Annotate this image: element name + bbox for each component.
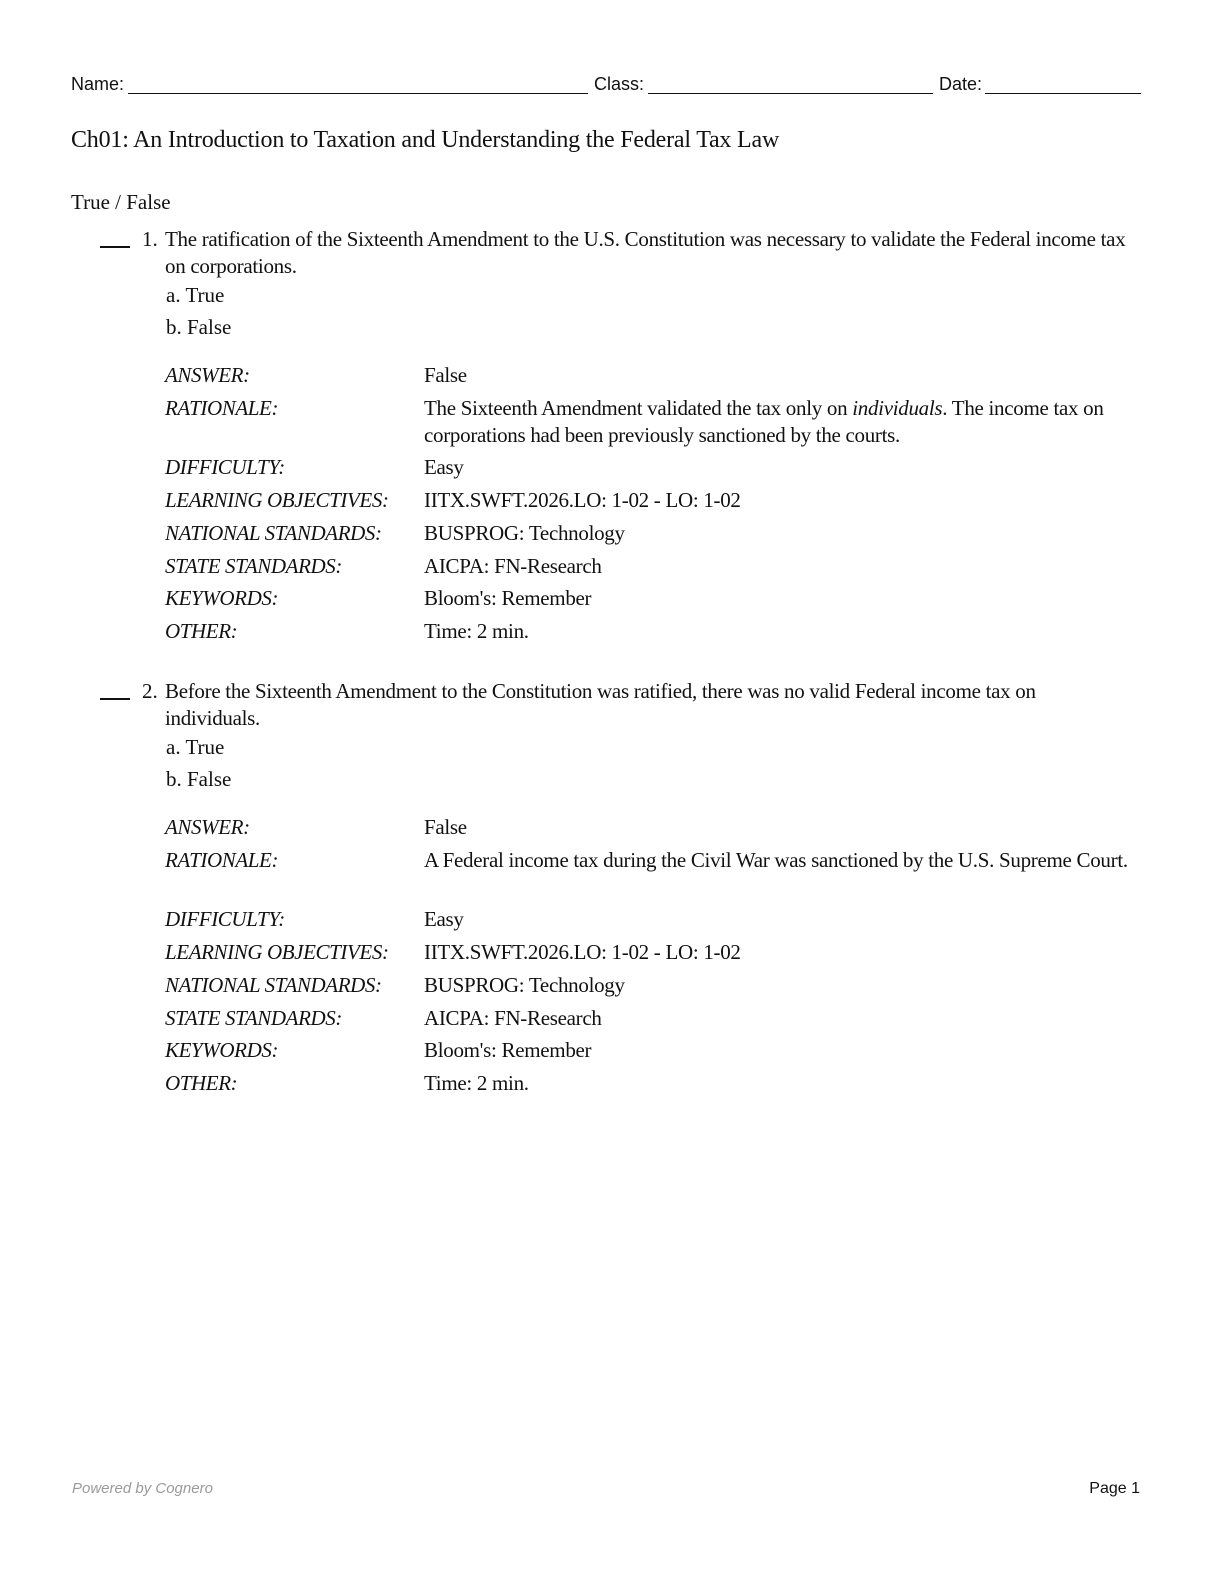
- answer-label: ANSWER:: [165, 815, 250, 839]
- national-standards-value: BUSPROG: Technology: [424, 521, 625, 545]
- national-standards-label: NATIONAL STANDARDS:: [165, 521, 382, 545]
- chapter-title: Ch01: An Introduction to Taxation and Understanding the Federal Tax Law: [71, 127, 780, 153]
- choice-true[interactable]: a. True: [166, 735, 225, 759]
- national-standards-value: BUSPROG: Technology: [424, 973, 625, 997]
- state-standards-label: STATE STANDARDS:: [165, 554, 342, 578]
- choice-false[interactable]: b. False: [166, 767, 232, 791]
- other-value: Time: 2 min.: [424, 619, 529, 643]
- rationale-value: A Federal income tax during the Civil War was sanctioned by the U.S. Supreme Court.: [424, 848, 1128, 872]
- rationale-value: [424, 395, 1139, 449]
- name-field-line[interactable]: [128, 93, 588, 94]
- answer-label: ANSWER:: [165, 363, 250, 387]
- answer-blank[interactable]: [100, 698, 130, 700]
- date-label: Date:: [939, 74, 983, 94]
- name-label: Name:: [71, 74, 125, 94]
- rationale-label: RATIONALE:: [165, 848, 279, 872]
- national-standards-label: NATIONAL STANDARDS:: [165, 973, 382, 997]
- page-number: Page 1: [1089, 1480, 1140, 1497]
- rationale-text-start: The Sixteenth Amendment validated the tax only on: [424, 396, 853, 420]
- other-value: Time: 2 min.: [424, 1071, 529, 1095]
- learning-objectives-value: IITX.SWFT.2026.LO: 1-02 - LO: 1-02: [424, 488, 741, 512]
- question-number: 1.: [142, 227, 158, 251]
- state-standards-value: AICPA: FN-Research: [424, 554, 602, 578]
- keywords-label: KEYWORDS:: [165, 1038, 279, 1062]
- answer-value: False: [424, 815, 467, 839]
- rationale-emphasis: individuals: [852, 396, 943, 420]
- difficulty-value: Easy: [424, 455, 464, 479]
- question-text: The ratification of the Sixteenth Amendment to the U.S. Constitution was necessary to validate the Federal income tax on corporations.: [165, 227, 1126, 278]
- answer-blank[interactable]: [100, 246, 130, 248]
- rationale-label: RATIONALE:: [165, 396, 279, 420]
- class-label: Class:: [594, 74, 645, 94]
- choice-false[interactable]: b. False: [166, 315, 232, 339]
- question-text: Before the Sixteenth Amendment to the Constitution was ratified, there was no valid Federal income tax on individuals.: [165, 679, 1036, 730]
- choice-true[interactable]: a. True: [166, 283, 225, 307]
- other-label: OTHER:: [165, 1071, 238, 1095]
- keywords-label: KEYWORDS:: [165, 586, 279, 610]
- keywords-value: Bloom's: Remember: [424, 586, 592, 610]
- date-field-line[interactable]: [985, 93, 1141, 94]
- difficulty-value: Easy: [424, 907, 464, 931]
- answer-value: False: [424, 363, 467, 387]
- learning-objectives-label: LEARNING OBJECTIVES:: [165, 940, 389, 964]
- other-label: OTHER:: [165, 619, 238, 643]
- difficulty-label: DIFFICULTY:: [165, 455, 285, 479]
- section-label: True / False: [71, 190, 171, 214]
- question-number: 2.: [142, 679, 158, 703]
- state-standards-label: STATE STANDARDS:: [165, 1006, 342, 1030]
- keywords-value: Bloom's: Remember: [424, 1038, 592, 1062]
- rationale-text-end: . The income tax on corporations had been previously sanctioned by the courts.: [424, 396, 1104, 447]
- powered-by-text: Powered by Cognero: [72, 1480, 213, 1497]
- difficulty-label: DIFFICULTY:: [165, 907, 285, 931]
- learning-objectives-label: LEARNING OBJECTIVES:: [165, 488, 389, 512]
- student-info-header: [71, 72, 1141, 98]
- learning-objectives-value: IITX.SWFT.2026.LO: 1-02 - LO: 1-02: [424, 940, 741, 964]
- class-field-line[interactable]: [648, 93, 933, 94]
- state-standards-value: AICPA: FN-Research: [424, 1006, 602, 1030]
